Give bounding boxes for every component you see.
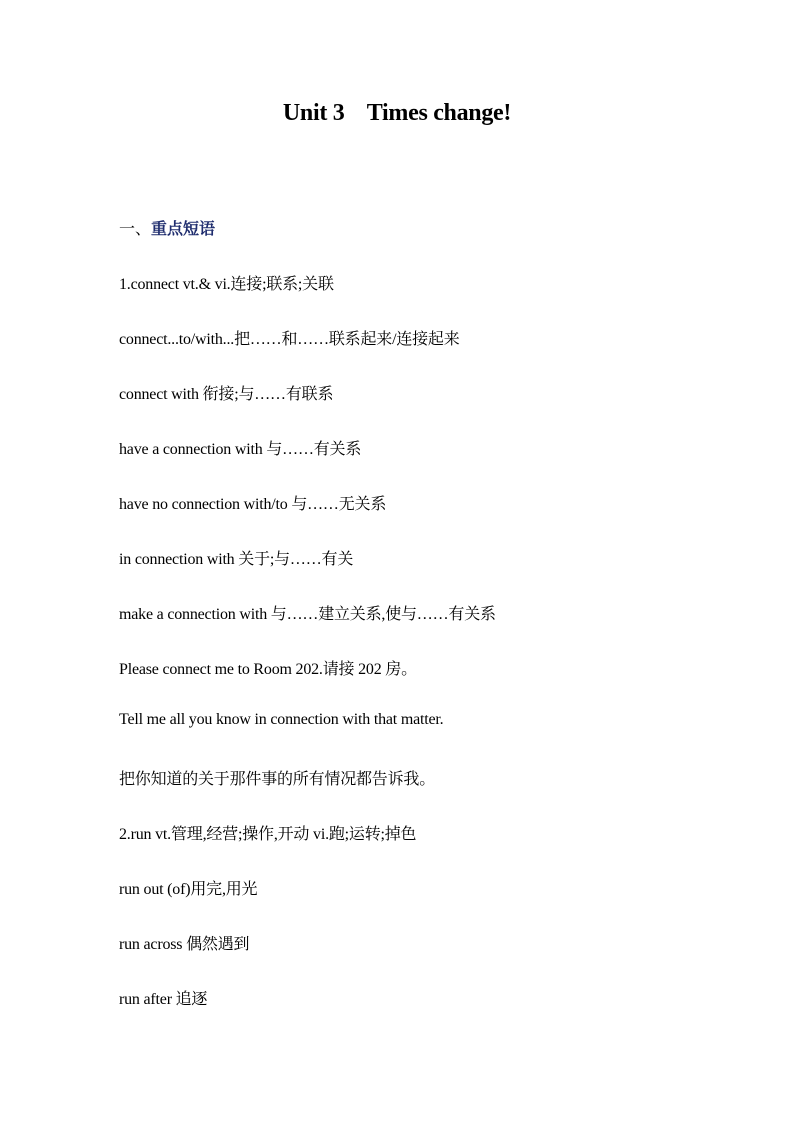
text-line: have a connection with 与……有关系: [119, 441, 362, 458]
text-line: make a connection with 与……建立关系,使与……有关系: [119, 606, 496, 623]
text-line: Tell me all you know in connection with that matter.: [119, 711, 444, 728]
text-line: run out (of)用完,用光: [119, 881, 258, 898]
section-number: 一、: [119, 221, 152, 238]
text-line: connect...to/with...把……和……联系起来/连接起来: [119, 331, 460, 348]
page-title: Unit 3 Times change!: [282, 100, 512, 126]
text-line: connect with 衔接;与……有联系: [119, 386, 334, 403]
text-line: 把你知道的关于那件事的所有情况都告诉我。: [119, 771, 436, 788]
text-line: 1.connect vt.& vi.连接;联系;关联: [119, 276, 334, 293]
text-line: have no connection with/to 与……无关系: [119, 496, 387, 513]
text-line: 2.run vt.管理,经营;操作,开动 vi.跑;运转;掉色: [119, 826, 417, 843]
text-line: in connection with 关于;与……有关: [119, 551, 354, 568]
text-line: Please connect me to Room 202.请接 202 房。: [119, 661, 417, 678]
section-label: 重点短语: [151, 221, 216, 238]
text-line: run across 偶然遇到: [119, 936, 250, 953]
text-line: run after 追逐: [119, 991, 208, 1008]
section-heading: [119, 216, 215, 239]
